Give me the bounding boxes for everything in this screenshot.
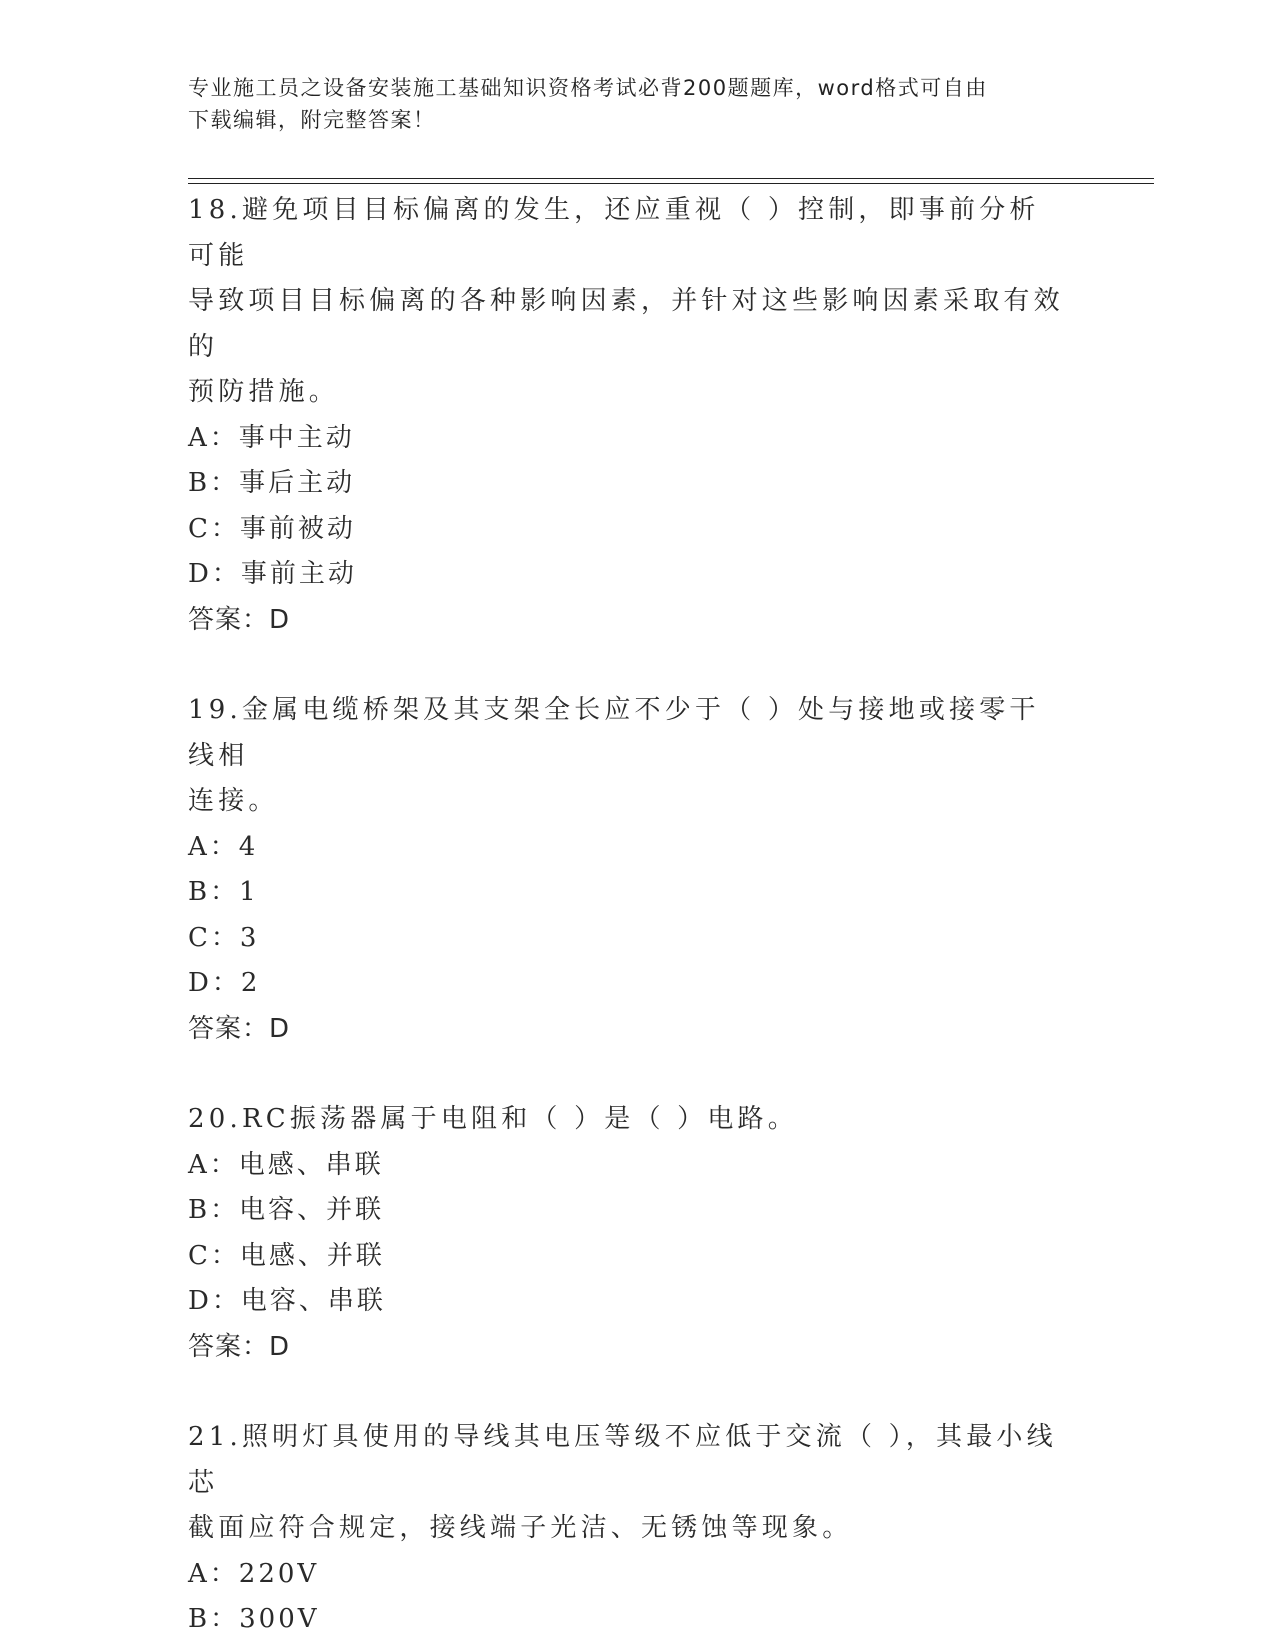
option-c: C：事前被动 xyxy=(188,513,356,544)
header-divider-top xyxy=(188,178,1154,179)
document-header xyxy=(188,72,1068,136)
question-stem-line: 21.照明灯具使用的导线其电压等级不应低于交流（ ），其最小线芯 xyxy=(188,1422,1057,1498)
option-d: D：事前主动 xyxy=(188,559,357,589)
option-a: A：220V xyxy=(188,1558,320,1589)
option-c: C：电感、并联 xyxy=(188,1240,385,1271)
question-stem-line: 导致项目目标偏离的各种影响因素，并针对这些影响因素采取有效的 xyxy=(188,286,1064,362)
option-a: A：事中主动 xyxy=(188,422,355,453)
question-stem-line: 截面应符合规定，接线端子光洁、无锈蚀等现象。 xyxy=(188,1513,853,1543)
question-21 xyxy=(188,1415,1068,1643)
option-c: C：3 xyxy=(188,922,260,953)
question-18 xyxy=(188,188,1068,643)
question-19 xyxy=(188,688,1068,1052)
header-title-line-2: 下载编辑，附完整答案！ xyxy=(188,108,436,132)
option-b: B：300V xyxy=(188,1604,320,1634)
question-stem-line: 19.金属电缆桥架及其支架全长应不少于（ ）处与接地或接零干线相 xyxy=(188,695,1040,771)
option-a: A：4 xyxy=(188,831,259,862)
header-divider-bottom xyxy=(188,183,1154,184)
answer-label: 答案：D xyxy=(188,604,291,635)
question-stem-line: 20.RC振荡器属于电阻和（ ）是（ ）电路。 xyxy=(188,1104,798,1134)
option-b: B：事后主动 xyxy=(188,468,356,498)
question-stem-line: 18.避免项目目标偏离的发生，还应重视（ ）控制，即事前分析可能 xyxy=(188,195,1040,271)
option-d: D：电容、串联 xyxy=(188,1286,386,1316)
option-a: A：电感、串联 xyxy=(188,1149,384,1180)
header-title-line-1: 专业施工员之设备安装施工基础知识资格考试必背200题题库，word格式可自由 xyxy=(188,76,988,100)
option-d: D：2 xyxy=(188,968,261,998)
option-b: B：电容、并联 xyxy=(188,1195,385,1225)
question-list xyxy=(188,188,1068,1643)
answer-label: 答案：D xyxy=(188,1013,291,1044)
question-stem-line: 连接。 xyxy=(188,786,279,816)
question-20 xyxy=(188,1097,1068,1370)
option-b: B：1 xyxy=(188,877,259,907)
answer-label: 答案：D xyxy=(188,1331,291,1362)
question-stem-line: 预防措施。 xyxy=(188,377,340,407)
